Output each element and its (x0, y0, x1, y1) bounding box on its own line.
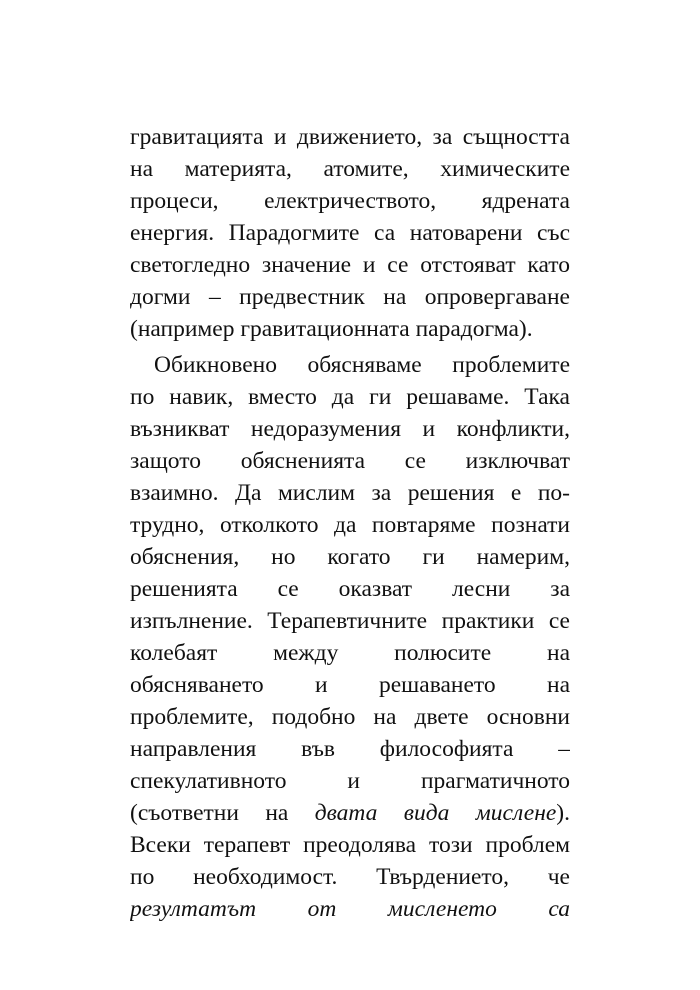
text-line (130, 797, 570, 829)
paragraph-1 (130, 121, 570, 345)
text-segment: ). (556, 800, 570, 826)
text-line: на материята, атомите, химическите (130, 156, 570, 182)
italic-phrase: двата вида мислене (314, 800, 557, 826)
text-line: процеси, електричеството, ядрената (130, 188, 570, 214)
text-line: направления във философията – (130, 736, 570, 762)
text-line: изпълнение. Терапевтичните практики се (130, 608, 570, 634)
text-segment: (съответни на (130, 800, 315, 826)
text-line: по необходимост. Твърдението, че (130, 864, 570, 890)
body-text (130, 121, 570, 925)
text-line: Обикновено обясняваме проблемите (154, 352, 570, 378)
text-line: проблемите, подобно на двете основни (130, 704, 570, 730)
text-line: обяснения, но когато ги намерим, (130, 544, 570, 570)
text-line: светогледно значение и се отстояват като (130, 252, 570, 278)
text-line: по навик, вместо да ги решаваме. Така (130, 384, 570, 410)
text-line: спекулативното и прагматичното (130, 768, 570, 794)
italic-line: резултатът от мисленето са (130, 896, 570, 922)
text-line: енергия. Парадогмите са натоварени със (130, 220, 570, 246)
text-line: решенията се оказват лесни за (130, 576, 570, 602)
text-line: обясняването и решаването на (130, 672, 570, 698)
text-line: взаимно. Да мислим за решения е по- (130, 480, 570, 506)
text-line: колебаят между полюсите на (130, 640, 570, 666)
text-line: трудно, отколкото да повтаряме познати (130, 512, 570, 538)
text-line: защото обясненията се изключват (130, 448, 570, 474)
text-line: Всеки терапевт преодолява този проблем (130, 832, 570, 858)
text-line: (например гравитационната парадогма). (130, 316, 533, 342)
text-line: догми – предвестник на опровергаване (130, 284, 570, 310)
paragraph-2 (130, 349, 570, 925)
text-line: гравитацията и движението, за същността (130, 124, 570, 150)
text-line: възникват недоразумения и конфликти, (130, 416, 570, 442)
